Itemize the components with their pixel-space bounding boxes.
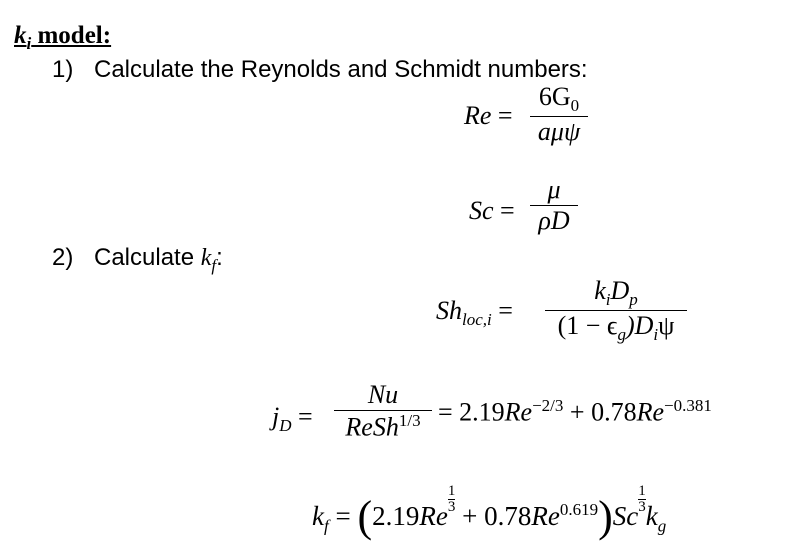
sh-denominator xyxy=(545,310,687,345)
kf-exp-3 xyxy=(638,484,646,515)
kf-right-paren: ) xyxy=(598,492,613,541)
sc-symbol: Sc xyxy=(469,196,494,225)
heading-variable: k xyxy=(14,22,27,49)
kf-equation: $k_f = (2.19Re$ $\frac{1}{3}$ + $0.78Re^{0.619})Sc$ $\frac{1}{3}$ $k_g$ xyxy=(312,483,667,541)
step-2-variable: k xyxy=(200,245,212,271)
sh-den-b-sub: i xyxy=(653,325,659,345)
sh-fraction xyxy=(545,276,687,345)
sh-num-d-sub: p xyxy=(629,290,638,310)
jd-coef-1: = 2.19 xyxy=(438,397,505,427)
sh-den-a: (1 − ϵ xyxy=(557,311,618,341)
kf-sc: Sc xyxy=(612,501,639,531)
kf-exp-2: 0.619 xyxy=(559,500,599,519)
jd-fraction xyxy=(334,380,432,443)
jd-denominator xyxy=(334,410,432,443)
kf-subscript: f xyxy=(323,516,329,536)
re-numerator xyxy=(530,82,588,116)
step-2-colon: : xyxy=(216,244,223,271)
step-1-text: Calculate the Reynolds and Schmidt numbers: xyxy=(94,56,588,83)
kf-exp-1-den: 3 xyxy=(447,499,456,515)
jd-symbol: j xyxy=(272,402,280,431)
step-2-number: 2) xyxy=(52,244,74,271)
sh-numerator xyxy=(545,276,687,310)
sc-fraction xyxy=(530,175,578,236)
sh-subscript: loc,i xyxy=(462,310,492,330)
sh-den-c: ψ xyxy=(658,311,675,341)
kf-re-1: Re xyxy=(419,501,448,531)
sh-den-a-sub: g xyxy=(617,325,626,345)
kf-exp-1-num: 1 xyxy=(447,483,456,499)
kf-coef-1: 2.19 xyxy=(372,501,420,531)
section-heading xyxy=(14,22,111,54)
jd-den-text: ReSh xyxy=(345,412,399,442)
re-symbol: Re xyxy=(464,101,492,130)
sh-num-k-sub: i xyxy=(605,290,611,310)
re-denominator: aμψ xyxy=(530,116,588,147)
re-numerator-sub: 0 xyxy=(570,96,580,116)
jd-numerator: Nu xyxy=(367,380,399,409)
re-fraction xyxy=(530,82,588,147)
re-lhs: Re = xyxy=(464,101,513,130)
jd-re-2: Re xyxy=(636,397,664,427)
step-1-number: 1) xyxy=(52,56,74,83)
jd-subscript: D xyxy=(279,416,292,436)
kf-coef-2: + 0.78 xyxy=(455,501,532,531)
jd-exp-2: −0.381 xyxy=(664,396,712,415)
jd-rhs xyxy=(438,396,712,428)
kf-left-paren: ( xyxy=(357,492,373,541)
kf-symbol: k xyxy=(312,501,324,531)
jd-lhs: $j_D$ = xyxy=(272,402,313,436)
sc-numerator: μ xyxy=(547,175,561,204)
sh-lhs: $Sh_{loc,i}$ = xyxy=(436,296,513,330)
jd-re-1: Re xyxy=(504,397,533,427)
heading-variable-subscript: i xyxy=(26,34,32,53)
kf-exp-3-num: 1 xyxy=(638,483,646,499)
kf-re-2: Re xyxy=(531,501,560,531)
jd-den-sup: 1/3 xyxy=(398,411,421,430)
jd-coef-2: + 0.78 xyxy=(563,397,637,427)
sh-num-d: D xyxy=(610,276,630,305)
sc-denominator: ρD xyxy=(530,205,578,236)
sh-num-k: k xyxy=(594,276,606,305)
sh-den-b: )D xyxy=(625,311,654,341)
step-2 xyxy=(52,244,223,276)
sc-lhs: Sc = xyxy=(469,196,515,225)
kf-kg: k xyxy=(645,501,658,531)
step-1 xyxy=(52,56,588,84)
sh-symbol: Sh xyxy=(436,296,462,325)
kf-exp-3-den: 3 xyxy=(638,499,646,515)
kf-kg-sub: g xyxy=(657,516,667,536)
step-2-variable-sub: f xyxy=(211,255,217,275)
heading-text: model: xyxy=(31,22,112,49)
jd-exp-1: −2/3 xyxy=(532,396,564,415)
step-2-text: Calculate xyxy=(94,244,201,271)
re-numerator-text: 6G xyxy=(538,82,571,111)
